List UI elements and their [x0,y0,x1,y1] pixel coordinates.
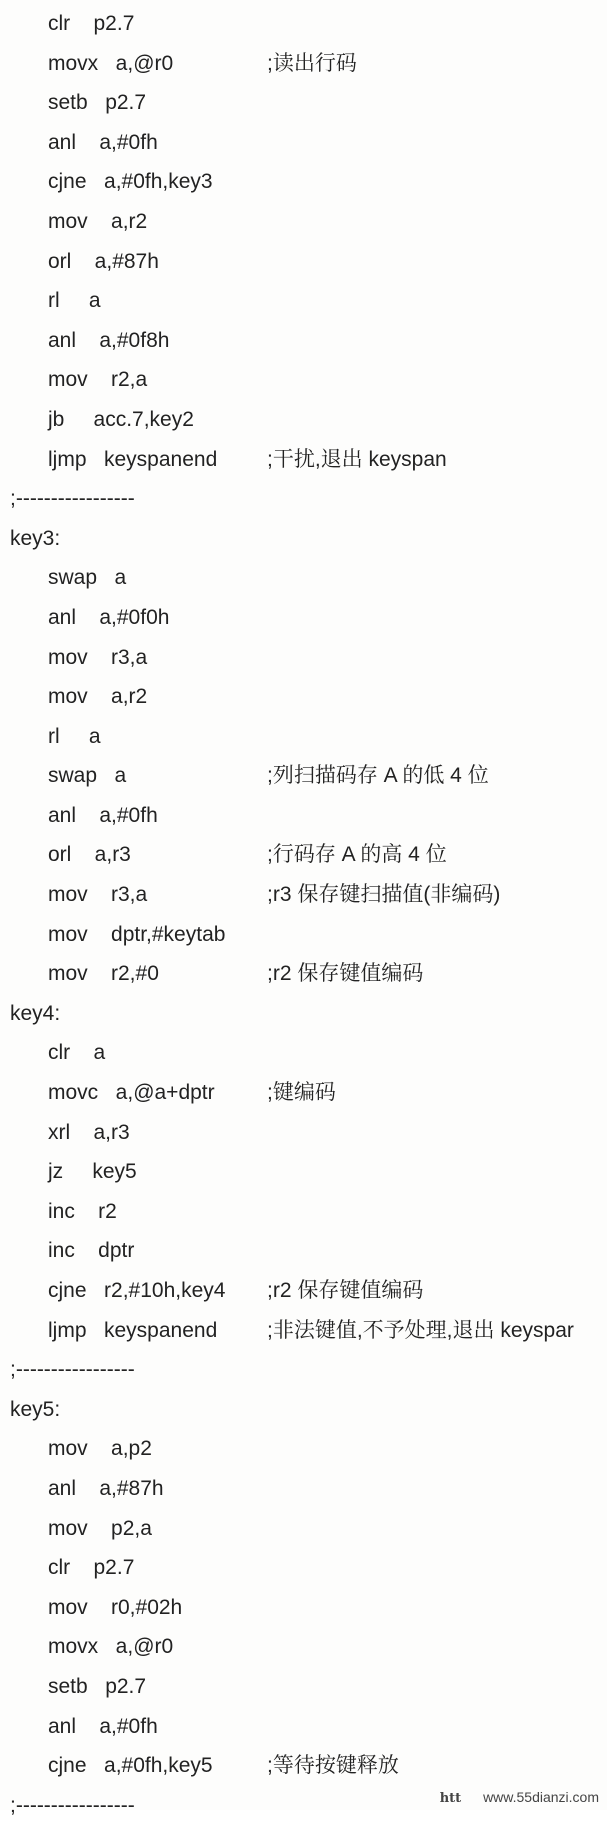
instruction: mov dptr,#keytab [48,922,226,946]
instruction: cjne a,#0fh,key5 [48,1754,213,1778]
instruction: xrl a,r3 [48,1120,130,1144]
code-label-line [0,1390,607,1430]
comment: ;读出行码 [267,51,357,75]
code-line [0,1588,607,1628]
instruction: mov r2,a [48,368,148,392]
watermark-site: www.55dianzi.com [483,1789,599,1805]
instruction: anl a,#0f0h [48,605,170,629]
instruction: jb acc.7,key2 [48,407,194,431]
code-line [0,1707,607,1747]
instruction: setb p2.7 [48,91,147,115]
instruction: mov r3,a [48,883,148,907]
code-line [0,321,607,361]
code-label: key3: [10,526,61,550]
instruction: mov r2,#0 [48,962,159,986]
code-line [0,360,607,400]
instruction: ljmp keyspanend [48,1318,218,1342]
comment: ;等待按键释放 [267,1754,399,1778]
separator-line [0,1350,607,1390]
instruction: mov a,r2 [48,209,148,233]
instruction: mov p2,a [48,1516,152,1540]
instruction: setb p2.7 [48,1674,147,1698]
code-label: key4: [10,1001,61,1025]
code-line [0,1271,607,1311]
comment: ;r3 保存键扫描值(非编码) [267,883,501,907]
instruction: movx a,@r0 [48,1635,174,1659]
comment: ;列扫描码存 A 的低 4 位 [267,764,489,788]
instruction: mov a,r2 [48,685,148,709]
code-label-line [0,519,607,559]
comment: ;干扰,退出 keyspan [267,447,447,471]
assembly-listing [0,4,607,1825]
code-line [0,4,607,44]
code-line [0,756,607,796]
instruction: clr p2.7 [48,12,135,35]
code-line [0,954,607,994]
code-line [0,202,607,242]
code-line [0,1311,607,1351]
code-line [0,44,607,84]
code-line [0,638,607,678]
code-line [0,1746,607,1786]
instruction: swap a [48,764,127,788]
instruction: inc dptr [48,1239,135,1263]
instruction: ljmp keyspanend [48,447,218,471]
separator-comment: ;----------------- [10,1358,135,1382]
instruction: anl a,#0fh [48,1714,158,1738]
code-line [0,558,607,598]
code-label-line [0,994,607,1034]
code-line [0,598,607,638]
instruction: mov r0,#02h [48,1595,183,1619]
code-line [0,1429,607,1469]
code-line [0,677,607,717]
code-line [0,1548,607,1588]
instruction: orl a,#87h [48,249,159,273]
instruction: movc a,@a+dptr [48,1081,215,1105]
instruction: rl a [48,289,101,313]
comment: ;r2 保存键值编码 [267,962,424,986]
code-line [0,796,607,836]
instruction: anl a,#87h [48,1476,164,1500]
comment: ;r2 保存键值编码 [267,1279,424,1302]
instruction: anl a,#0f8h [48,328,170,352]
code-line [0,440,607,480]
code-label: key5: [10,1397,61,1421]
code-line [0,123,607,163]
site-watermark [440,1789,599,1806]
separator-line [0,479,607,519]
code-line [0,1073,607,1113]
code-line [0,835,607,875]
code-line [0,1469,607,1509]
code-line [0,281,607,321]
code-line [0,1152,607,1192]
instruction: mov r3,a [48,645,148,669]
code-line [0,875,607,915]
code-line [0,1033,607,1073]
code-line [0,1627,607,1667]
instruction: clr p2.7 [48,1556,135,1580]
instruction: mov a,p2 [48,1437,152,1461]
separator-comment: ;----------------- [10,487,135,511]
code-line [0,1113,607,1153]
instruction: clr a [48,1041,106,1065]
code-line [0,1231,607,1271]
instruction: cjne a,#0fh,key3 [48,170,213,194]
code-line [0,242,607,282]
instruction: jz key5 [48,1160,137,1184]
instruction: rl a [48,724,101,748]
watermark-prefix: htt [439,1791,462,1806]
comment: ;非法键值,不予处理,退出 keyspar [267,1318,574,1342]
instruction: orl a,r3 [48,843,131,867]
instruction: cjne r2,#10h,key4 [48,1279,226,1302]
code-line [0,1667,607,1707]
instruction: inc r2 [48,1199,117,1223]
code-line [0,1509,607,1549]
code-line [0,915,607,955]
comment: ;行码存 A 的高 4 位 [267,843,447,867]
code-line [0,717,607,757]
code-line [0,1192,607,1232]
instruction: movx a,@r0 [48,51,174,75]
instruction: swap a [48,566,127,590]
comment: ;键编码 [267,1081,336,1105]
separator-comment: ;----------------- [10,1793,135,1817]
code-line [0,400,607,440]
instruction: anl a,#0fh [48,803,158,827]
instruction: anl a,#0fh [48,130,158,154]
code-line [0,162,607,202]
code-line [0,83,607,123]
